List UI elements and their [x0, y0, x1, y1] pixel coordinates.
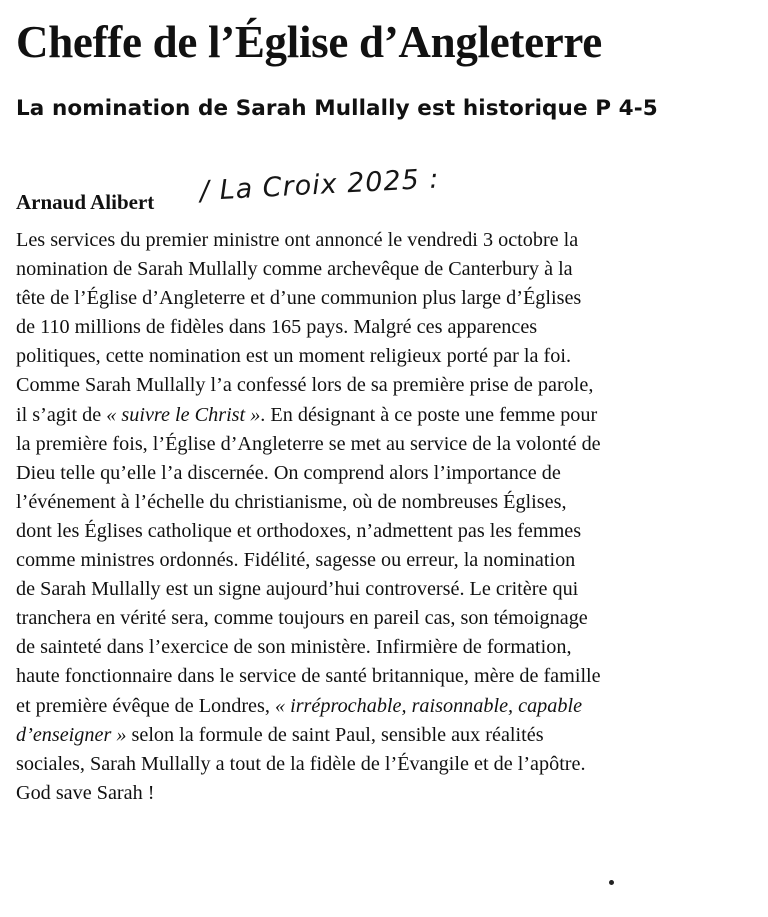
- headline: Cheffe de l’Église d’Angleterre: [16, 17, 602, 67]
- article-body: [16, 226, 764, 808]
- body-text: de Sarah Mullally est un signe aujourd’hui controversé. Le critère qui: [16, 578, 579, 601]
- body-text: Les services du premier ministre ont annoncé le vendredi 3 octobre la: [16, 229, 579, 251]
- body-line: [16, 342, 764, 371]
- body-line: [16, 226, 764, 255]
- byline: [16, 163, 756, 218]
- body-text: il s’agit de: [16, 403, 107, 426]
- body-line: [16, 517, 764, 546]
- body-line: [16, 750, 764, 779]
- body-text: nomination de Sarah Mullally comme archevêque de Canterbury à la: [16, 258, 573, 281]
- body-line: [16, 721, 764, 750]
- body-line: [16, 575, 764, 604]
- handwritten-source-note: / La Croix 2025 :: [199, 163, 441, 207]
- body-line: [16, 459, 764, 488]
- body-line: [16, 401, 764, 430]
- quote-italic: « irréprochable, raisonnable, capable: [274, 694, 583, 717]
- body-text: dont les Églises catholique et orthodoxes, n’admettent pas les femmes: [16, 519, 582, 542]
- subheadline: La nomination de Sarah Mullally est historique P 4-5: [16, 96, 658, 121]
- body-line: [16, 662, 764, 691]
- author-name: Arnaud Alibert: [16, 190, 155, 214]
- body-line: [16, 779, 764, 808]
- body-text: politiques, cette nomination est un moment religieux porté par la foi.: [16, 345, 572, 368]
- body-text: Dieu telle qu’elle l’a discernée. On comprend alors l’importance de: [16, 461, 561, 484]
- body-text: sociales, Sarah Mullally a tout de la fidèle de l’Évangile et de l’apôtre.: [16, 752, 586, 775]
- body-text: comme ministres ordonnés. Fidélité, sagesse ou erreur, la nomination: [16, 549, 576, 572]
- body-text: tête de l’Église d’Angleterre et d’une communion plus large d’Églises: [16, 287, 582, 310]
- body-text: la première fois, l’Église d’Angleterre se met au service de la volonté de: [16, 432, 601, 455]
- body-text: et première évêque de Londres,: [16, 694, 275, 717]
- body-text: haute fonctionnaire dans le service de santé britannique, mère de famille: [16, 665, 601, 688]
- body-text: Comme Sarah Mullally l’a confessé lors de sa première prise de parole,: [16, 374, 594, 397]
- body-line: [16, 546, 764, 575]
- quote-italic: d’enseigner »: [16, 723, 127, 746]
- body-line: [16, 604, 764, 633]
- body-line: [16, 692, 764, 721]
- body-line: [16, 255, 764, 284]
- body-line: [16, 284, 764, 313]
- quote-italic: « suivre le Christ »: [106, 403, 261, 426]
- body-line: [16, 371, 764, 400]
- body-text: . En désignant à ce poste une femme pour: [260, 403, 598, 426]
- ink-dot: [609, 880, 614, 885]
- body-text: de sainteté dans l’exercice de son ministère. Infirmière de formation,: [16, 636, 572, 659]
- body-line: [16, 313, 764, 342]
- body-line: [16, 430, 764, 459]
- body-text: God save Sarah !: [16, 781, 155, 804]
- body-text: de 110 millions de fidèles dans 165 pays. Malgré ces apparences: [16, 316, 538, 339]
- body-text: selon la formule de saint Paul, sensible aux réalités: [126, 723, 544, 746]
- body-line: [16, 488, 764, 517]
- body-line: [16, 633, 764, 662]
- body-text: l’événement à l’échelle du christianisme, où de nombreuses Églises,: [16, 490, 567, 513]
- body-text: tranchera en vérité sera, comme toujours en pareil cas, son témoignage: [16, 607, 588, 630]
